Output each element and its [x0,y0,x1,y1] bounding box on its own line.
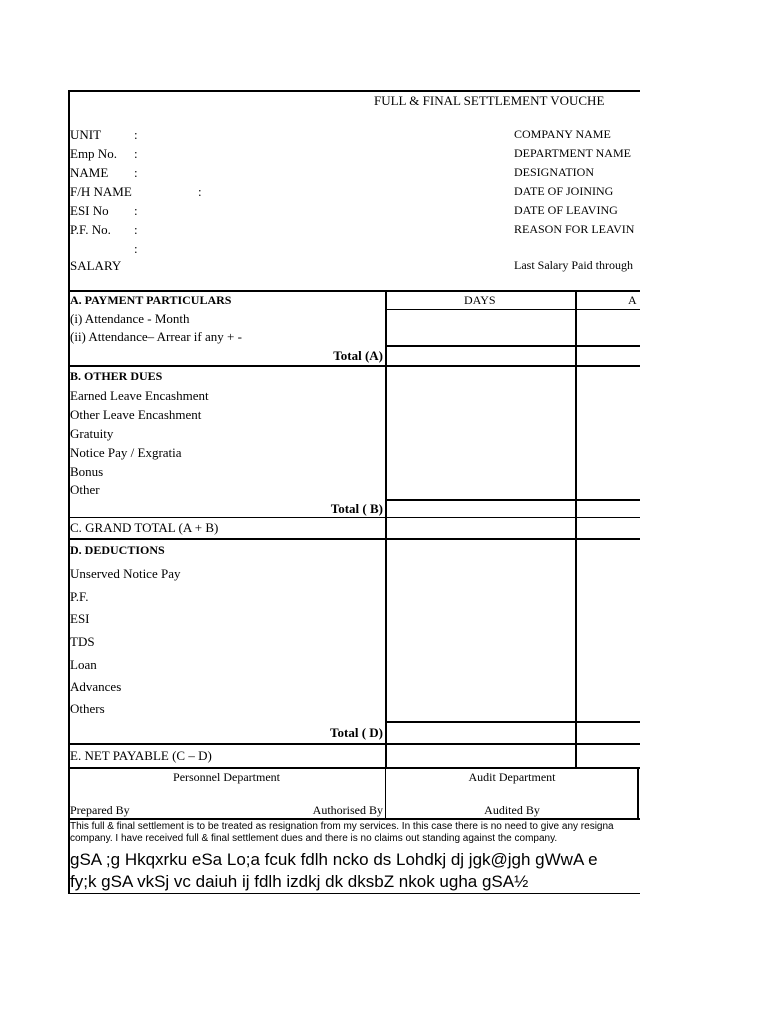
company-field-label: DESIGNATION [514,165,594,179]
total-a-top-line [385,345,640,347]
field-label: NAME [70,165,109,180]
section-b-top-line [68,365,640,367]
company-field-label: COMPANY NAME [514,127,611,141]
top-border [68,90,640,92]
field-colon: : [134,165,138,180]
total-b-label: Total ( B) [330,501,383,516]
deduction-item: Unserved Notice Pay [70,566,181,581]
table-top-border [68,290,640,292]
personnel-department-label: Personnel Department [173,770,280,784]
grand-total-label: C. GRAND TOTAL (A + B) [70,520,219,535]
other-dues-item: Notice Pay / Exgratia [70,445,182,460]
company-field-label: DATE OF LEAVING [514,203,618,217]
field-colon: : [134,127,138,142]
signature-bottom-line [68,818,640,820]
field-label: ESI No [70,203,109,218]
company-field-label: DEPARTMENT NAME [514,146,631,160]
field-colon: : [134,146,138,161]
field-colon: : [134,203,138,218]
authorised-by-label: Authorised By [312,803,383,817]
amount-column-left-border [575,290,577,768]
net-payable-top-line [68,743,640,745]
company-field-label: DATE OF JOINING [514,184,614,198]
field-label: SALARY [70,258,122,273]
other-dues-item: Bonus [70,464,104,479]
bottom-border [68,893,640,894]
other-dues-item: Other Leave Encashment [70,407,202,422]
deduction-item: TDS [70,634,95,649]
field-colon: : [134,222,138,237]
company-field-label: Last Salary Paid through [514,258,633,272]
declaration-line-2: company. I have received full & final settlement dues and there is no claims out standing against the company. [70,833,558,844]
prepared-by-label: Prepared By [70,803,130,817]
total-b-top-line [385,499,640,501]
other-dues-item: Earned Leave Encashment [70,388,209,403]
deduction-item: Loan [70,657,97,672]
other-dues-item: Other [70,482,100,497]
signature-right-border [637,767,639,819]
section-a-heading: A. PAYMENT PARTICULARS [70,293,232,307]
net-payable-label: E. NET PAYABLE (C – D) [70,748,212,763]
field-label: F/H NAME [70,184,132,199]
audit-department-label: Audit Department [468,770,556,784]
field-colon: : [134,241,138,256]
hindi-declaration-line-1: gSA ;g Hkqxrku eSa Lo;a fcuk fdlh ncko ds Lohdkj dj jgk@jgh gWwA e [70,850,598,869]
field-label: P.F. No. [70,222,111,237]
field-label: Emp No. [70,146,117,161]
section-b-heading: B. OTHER DUES [70,369,163,383]
declaration-line-1: This full & final settlement is to be treated as resignation from my services. In this case there is no need to give any resigna [70,821,614,832]
amount-column-header: A [628,293,637,307]
other-dues-item: Gratuity [70,426,114,441]
deduction-item: ESI [70,611,90,626]
total-d-top-line [385,721,640,723]
deduction-item: Advances [70,679,122,694]
section-d-heading: D. DEDUCTIONS [70,543,165,557]
column-header-line [385,309,640,310]
hindi-declaration-line-2: fy;k gSA vkSj vc daiuh ij fdlh izdkj dk dksbZ nkok ugha gSA½ [70,872,529,891]
deduction-item: Others [70,701,105,716]
deduction-item: P.F. [70,589,89,604]
days-column-header: DAYS [464,293,496,307]
section-a-item: (ii) Attendance– Arrear if any + - [70,329,242,344]
voucher-title: FULL & FINAL SETTLEMENT VOUCHE [374,93,605,108]
field-label: UNIT [70,127,102,142]
audited-by-label: Audited By [484,803,540,817]
total-a-label: Total (A) [333,348,383,363]
signature-divider [385,767,386,819]
section-a-item: (i) Attendance - Month [70,311,190,326]
grand-total-top-line [68,517,640,518]
field-colon: : [198,184,202,199]
signature-top-line [68,767,640,769]
total-d-label: Total ( D) [330,725,383,740]
company-field-label: REASON FOR LEAVIN [514,222,635,236]
section-d-top-line [68,538,640,540]
days-column-left-border [385,290,387,768]
